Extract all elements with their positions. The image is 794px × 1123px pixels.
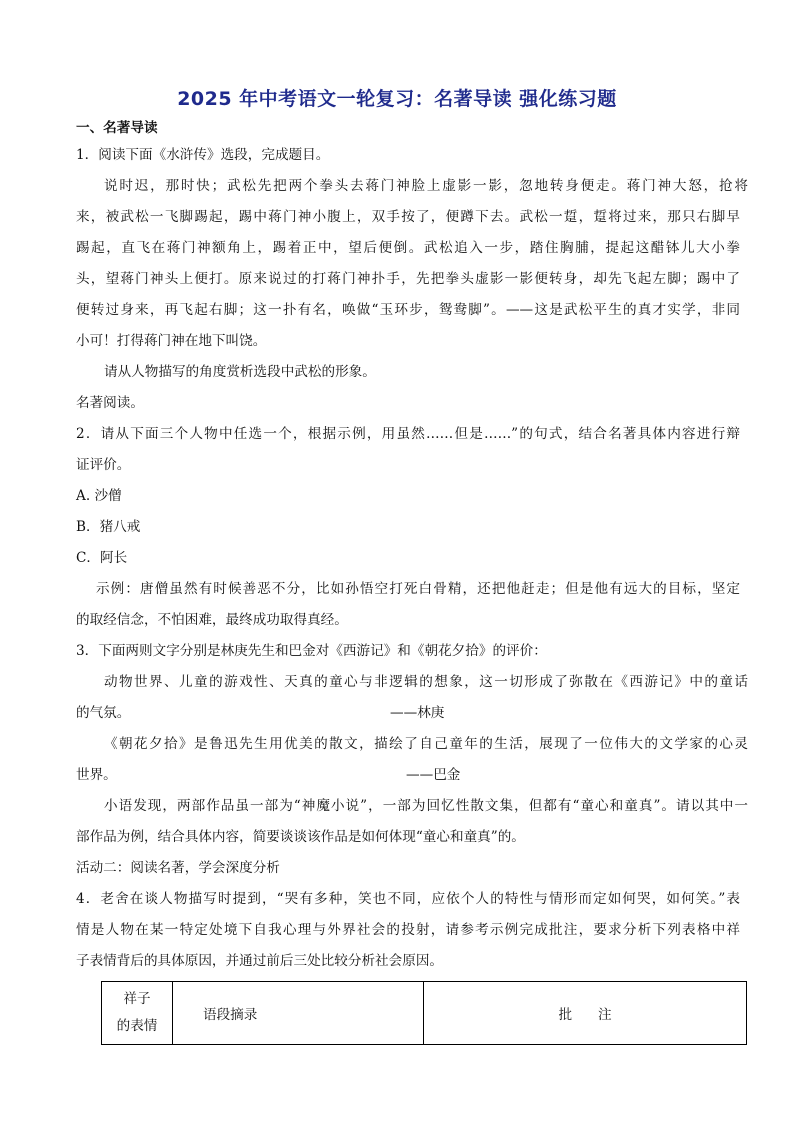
q3-quote1-cont: 的气氛。	[76, 705, 131, 721]
annotation-table	[101, 981, 747, 1045]
table-header-excerpt: 语段摘录	[173, 982, 424, 1045]
table-header-expression: 祥子 的表情	[102, 982, 173, 1045]
q3-ask: 小语发现，两部作品虽一部为“神魔小说”，一部为回忆性散文集，但都有“童心和童真”。请以其中一	[104, 798, 748, 814]
q3-quote2: 《朝花夕拾》是鲁迅先生用优美的散文，描绘了自己童年的生活，展现了一位伟大的文学家的心灵	[104, 736, 748, 752]
q1-passage-line: 便转过身来，再飞起右脚；这一扑有名，唤做“玉环步，鸳鸯脚”。——这是武松平生的真才实学，非同	[76, 302, 740, 318]
q4-prompt-cont: 子表情背后的具体原因，并通过前后三处比较分析社会原因。	[76, 953, 444, 969]
q3-prompt: 3．下面两则文字分别是林庚先生和巴金对《西游记》和《朝花夕拾》的评价：	[76, 643, 547, 659]
q1-ask: 请从人物描写的角度赏析选段中武松的形象。	[104, 364, 376, 380]
q2-example: 示例：唐僧虽然有时候善恶不分，比如孙悟空打死白骨精，还把他赶走；但是他有远大的目标，坚定	[96, 581, 740, 597]
q4-prompt-cont: 情是人物在某一特定处境下自我心理与外界社会的投射，请参考示例完成批注，要求分析下列表格中祥	[76, 922, 740, 938]
q2-option-b: B．猪八戒	[76, 519, 141, 535]
q4-prompt: 4．老舍在谈人物描写时提到，“哭有多种，笑也不同，应依个人的特性与情形而定如何哭，如何笑。”表	[76, 891, 740, 907]
table-header-annotation: 批 注	[424, 982, 747, 1045]
page-title: 2025 年中考语文一轮复习：名著导读 强化练习题	[177, 88, 617, 110]
activity-heading: 活动二：阅读名著，学会深度分析	[76, 860, 280, 876]
q1-passage-line: 说时迟，那时快；武松先把两个拳头去蒋门神脸上虚影一影，忽地转身便走。蒋门神大怒，抢将	[104, 178, 748, 194]
mingzhu-label: 名著阅读。	[76, 395, 144, 411]
q1-passage-line: 小可！打得蒋门神在地下叫饶。	[76, 333, 267, 349]
q2-prompt: 2．请从下面三个人物中任选一个，根据示例，用虽然……但是……”的句式，结合名著具体内容进行辩	[76, 426, 740, 442]
q1-passage-line: 来，被武松一飞脚踢起，踢中蒋门神小腹上，双手按了，便蹲下去。武松一踅，踅将过来，那只右脚早	[76, 209, 740, 225]
q1-passage-line: 头，望蒋门神头上便打。原来说过的打蒋门神扑手，先把拳头虚影一影便转身，却先飞起左脚；踢中了	[76, 271, 740, 287]
q2-option-a: A. 沙僧	[76, 488, 122, 504]
q3-quote2-cont: 世界。	[76, 767, 117, 783]
q3-quote2-author: ——巴金	[406, 767, 461, 783]
section-heading: 一、名著导读	[76, 120, 158, 136]
q1-prompt: 1．阅读下面《水浒传》选段，完成题目。	[76, 147, 330, 163]
q2-prompt-cont: 证评价。	[76, 457, 131, 473]
q2-option-c: C．阿长	[76, 550, 128, 566]
q3-quote1-author: ——林庚	[390, 705, 445, 721]
table-header-row	[102, 982, 747, 1045]
q3-ask-cont: 部作品为例，结合具体内容，简要谈谈该作品是如何体现“童心和童真”的。	[76, 829, 525, 845]
q2-example-cont: 的取经信念，不怕困难，最终成功取得真经。	[76, 612, 348, 628]
q1-passage-line: 踢起，直飞在蒋门神额角上，踢着正中，望后便倒。武松追入一步，踏住胸脯，提起这醋钵儿大小拳	[76, 240, 740, 256]
q3-quote1: 动物世界、儿童的游戏性、天真的童心与非逻辑的想象，这一切形成了弥散在《西游记》中的童话	[104, 674, 748, 690]
